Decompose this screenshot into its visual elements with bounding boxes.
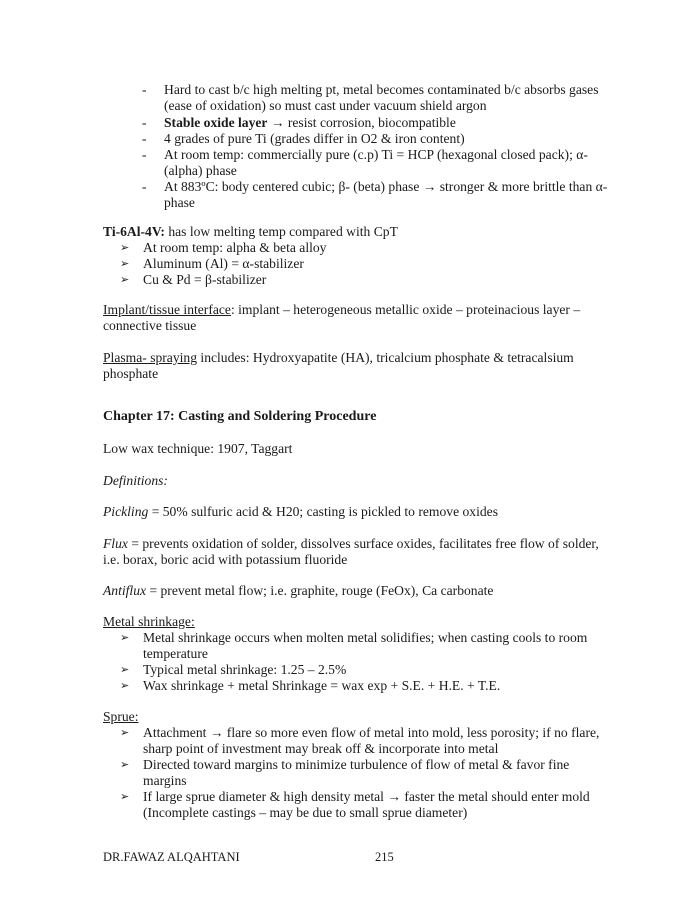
- list-item-text: Wax shrinkage + metal Shrinkage = wax exp + S.E. + H.E. + T.E.: [143, 678, 501, 693]
- antiflux-term: Antiflux: [103, 583, 147, 598]
- plasma-paragraph: [103, 350, 613, 382]
- sprue-label: Sprue:: [103, 709, 139, 724]
- arrow-bullet-icon: ➢: [120, 258, 130, 270]
- implant-text: : implant – heterogeneous metallic oxide – proteinacious layer – connective tissue: [103, 302, 581, 333]
- implant-paragraph: [103, 302, 613, 334]
- dash-bullet: -: [142, 131, 147, 146]
- list-item-text: Typical metal shrinkage: 1.25 – 2.5%: [143, 662, 347, 677]
- ti64-text: has low melting temp compared with CpT: [164, 224, 398, 239]
- definitions-label: Definitions:: [103, 473, 168, 488]
- list-item-text: Attachment → flare so more even flow of metal into mold, less porosity; if no flare, sharp point of investment may break off & incorporate into metal: [143, 725, 600, 756]
- dash-bullet: -: [142, 179, 147, 194]
- low-wax-text: Low wax technique: 1907, Taggart: [103, 441, 293, 456]
- list-item-text: If large sprue diameter & high density metal → faster the metal should enter mold (Incomplete castings – may be due to small sprue diameter): [143, 789, 590, 820]
- list-item-text: Aluminum (Al) = α-stabilizer: [143, 256, 304, 271]
- footer-page-number: 215: [375, 850, 394, 864]
- arrow-bullet-icon: ➢: [120, 664, 130, 676]
- antiflux-definition: [103, 583, 613, 599]
- list-item-text: Metal shrinkage occurs when molten metal solidifies; when casting cools to room temperature: [143, 630, 588, 661]
- arrow-bullet-icon: ➢: [120, 274, 130, 286]
- list-item-text: → resist corrosion, biocompatible: [267, 115, 456, 130]
- list-item-text: Hard to cast b/c high melting pt, metal becomes contaminated b/c absorbs gases (ease of oxidation) so must cast under vacuum shield argon: [164, 82, 599, 113]
- arrow-bullet-icon: ➢: [120, 759, 130, 771]
- ti64-paragraph: [103, 224, 613, 240]
- ti64-label: Ti-6Al-4V:: [103, 224, 165, 239]
- flux-term: Flux: [103, 536, 128, 551]
- list-item-text: At room temp: alpha & beta alloy: [143, 240, 327, 255]
- dash-bullet: -: [142, 147, 147, 162]
- list-item-text: 4 grades of pure Ti (grades differ in O2 & iron content): [164, 131, 465, 146]
- implant-label: Implant/tissue interface: [103, 302, 231, 317]
- list-item-text: Cu & Pd = β-stabilizer: [143, 272, 267, 287]
- list-item-text: Directed toward margins to minimize turbulence of flow of metal & favor fine margins: [143, 757, 570, 788]
- shrinkage-label: Metal shrinkage:: [103, 614, 195, 629]
- footer-author: DR.FAWAZ ALQAHTANI: [103, 850, 240, 864]
- list-item-text: At room temp: commercially pure (c.p) Ti = HCP (hexagonal closed pack); α-(alpha) phase: [164, 147, 588, 178]
- pickling-term: Pickling: [103, 504, 149, 519]
- antiflux-text: = prevent metal flow; i.e. graphite, rouge (FeOx), Ca carbonate: [146, 583, 494, 598]
- arrow-bullet-icon: ➢: [120, 791, 130, 803]
- dash-bullet: -: [142, 115, 147, 130]
- arrow-bullet-icon: ➢: [120, 727, 130, 739]
- pickling-text: = 50% sulfuric acid & H20; casting is pickled to remove oxides: [148, 504, 498, 519]
- arrow-bullet-icon: ➢: [120, 632, 130, 644]
- list-item-bold: Stable oxide layer: [164, 115, 268, 130]
- plasma-label: Plasma- spraying: [103, 350, 198, 365]
- arrow-bullet-icon: ➢: [120, 680, 130, 692]
- flux-text: = prevents oxidation of solder, dissolves surface oxides, facilitates free flow of solder, i.e. borax, boric acid with potassium fluoride: [103, 536, 599, 567]
- dash-bullet: -: [142, 82, 147, 97]
- pickling-definition: [103, 504, 613, 520]
- list-item-text: At 883ºC: body centered cubic; β- (beta) phase → stronger & more brittle than α-phase: [164, 179, 608, 210]
- chapter-title: Chapter 17: Casting and Soldering Procedure: [103, 409, 377, 424]
- plasma-text: includes: Hydroxyapatite (HA), tricalcium phosphate & tetracalsium phosphate: [103, 350, 574, 381]
- flux-definition: [103, 536, 613, 568]
- arrow-bullet-icon: ➢: [120, 242, 130, 254]
